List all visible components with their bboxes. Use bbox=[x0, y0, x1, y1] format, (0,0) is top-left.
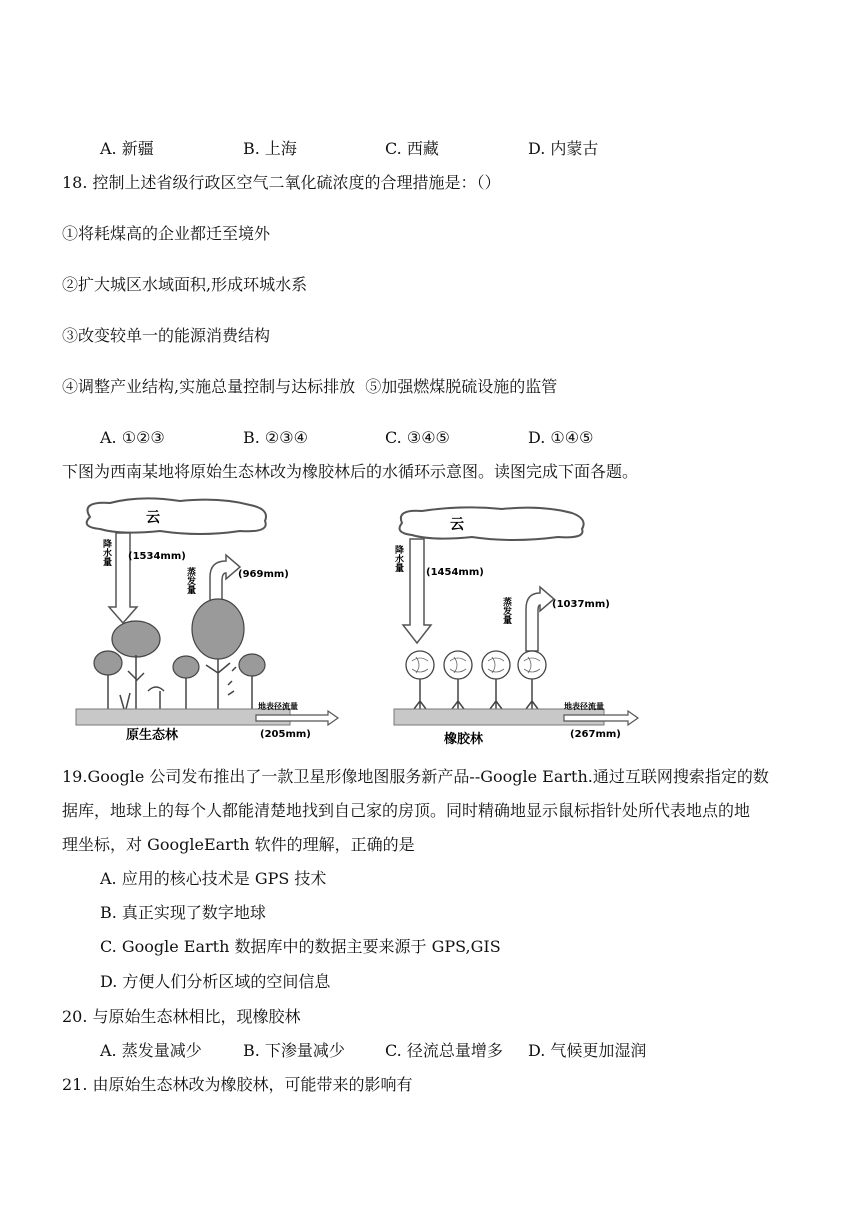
q20-option-d: D. 气候更加湿润 bbox=[528, 1041, 647, 1060]
evaporation-arrow-icon bbox=[210, 555, 240, 603]
figure-original-forest bbox=[70, 495, 350, 745]
q19-option-d: D. 方便人们分析区域的空间信息 bbox=[100, 972, 331, 991]
figure-intro: 下图为西南某地将原始生态林改为橡胶林后的水循环示意图。读图完成下面各题。 bbox=[62, 462, 639, 481]
runoff-label: 地表径流量 bbox=[564, 702, 604, 711]
precipitation-arrow-icon bbox=[109, 533, 137, 623]
rubber-trees bbox=[406, 651, 546, 709]
evap-value: (1037mm) bbox=[552, 599, 610, 610]
evap-label: 蒸发量 bbox=[185, 567, 195, 594]
precipitation-arrow-icon bbox=[403, 539, 431, 643]
q18-item-4-5: ④调整产业结构,实施总量控制与达标排放 ⑤加强燃煤脱硫设施的监管 bbox=[62, 377, 558, 396]
q20-option-b: B. 下渗量减少 bbox=[243, 1041, 345, 1060]
q18-item-3: ③改变较单一的能源消费结构 bbox=[62, 326, 271, 345]
q19-option-b: B. 真正实现了数字地球 bbox=[100, 903, 266, 922]
runoff-label: 地表径流量 bbox=[258, 702, 298, 711]
forest-name: 原生态林 bbox=[126, 728, 179, 743]
q19-stem-line-2: 据库，地球上的每个人都能清楚地找到自己家的房顶。同时精确地显示鼠标指针处所代表地点的地 bbox=[62, 801, 751, 820]
q21-stem: 21. 由原始生态林改为橡胶林，可能带来的影响有 bbox=[62, 1075, 413, 1094]
precip-label: 降水量 bbox=[393, 545, 403, 572]
cloud-icon bbox=[87, 498, 266, 534]
q19-option-c: C. Google Earth 数据库中的数据主要来源于 GPS,GIS bbox=[100, 937, 501, 956]
evaporation-arrow-icon bbox=[526, 587, 554, 651]
q19-option-a: A. 应用的核心技术是 GPS 技术 bbox=[100, 869, 327, 888]
q18-item-1: ①将耗煤高的企业都迁至境外 bbox=[62, 224, 271, 243]
precip-value: (1534mm) bbox=[128, 551, 186, 562]
figure-rubber-forest bbox=[392, 505, 662, 750]
evap-value: (969mm) bbox=[238, 569, 289, 580]
q17-option-c: C. 西藏 bbox=[385, 139, 439, 158]
precip-label: 降水量 bbox=[101, 539, 111, 566]
q18-option-d: D. ①④⑤ bbox=[528, 428, 594, 447]
q17-option-a: A. 新疆 bbox=[100, 139, 154, 158]
cloud-label: 云 bbox=[146, 510, 160, 526]
q18-option-c: C. ③④⑤ bbox=[385, 428, 450, 447]
runoff-value: (205mm) bbox=[260, 729, 311, 740]
q18-item-2: ②扩大城区水域面积,形成环城水系 bbox=[62, 275, 308, 294]
evap-label: 蒸发量 bbox=[501, 597, 511, 624]
q18-stem: 18. 控制上述省级行政区空气二氧化硫浓度的合理措施是：（） bbox=[62, 173, 501, 192]
q17-option-b: B. 上海 bbox=[243, 139, 297, 158]
q20-stem: 20. 与原始生态林相比，现橡胶林 bbox=[62, 1007, 301, 1026]
cloud-icon bbox=[400, 507, 584, 540]
precip-value: (1454mm) bbox=[426, 567, 484, 578]
q20-option-c: C. 径流总量增多 bbox=[385, 1041, 503, 1060]
q18-option-a: A. ①②③ bbox=[100, 428, 165, 447]
q19-stem-line-3: 理坐标，对 GoogleEarth 软件的理解，正确的是 bbox=[62, 835, 415, 854]
q19-stem-line-1: 19.Google 公司发布推出了一款卫星形像地图服务新产品--Google Earth.通过互联网搜索指定的数 bbox=[62, 767, 769, 786]
q17-option-d: D. 内蒙古 bbox=[528, 139, 599, 158]
q20-option-a: A. 蒸发量减少 bbox=[100, 1041, 202, 1060]
q18-option-b: B. ②③④ bbox=[243, 428, 308, 447]
cloud-label: 云 bbox=[450, 517, 464, 533]
forest-name: 橡胶林 bbox=[444, 732, 484, 747]
runoff-value: (267mm) bbox=[570, 729, 621, 740]
